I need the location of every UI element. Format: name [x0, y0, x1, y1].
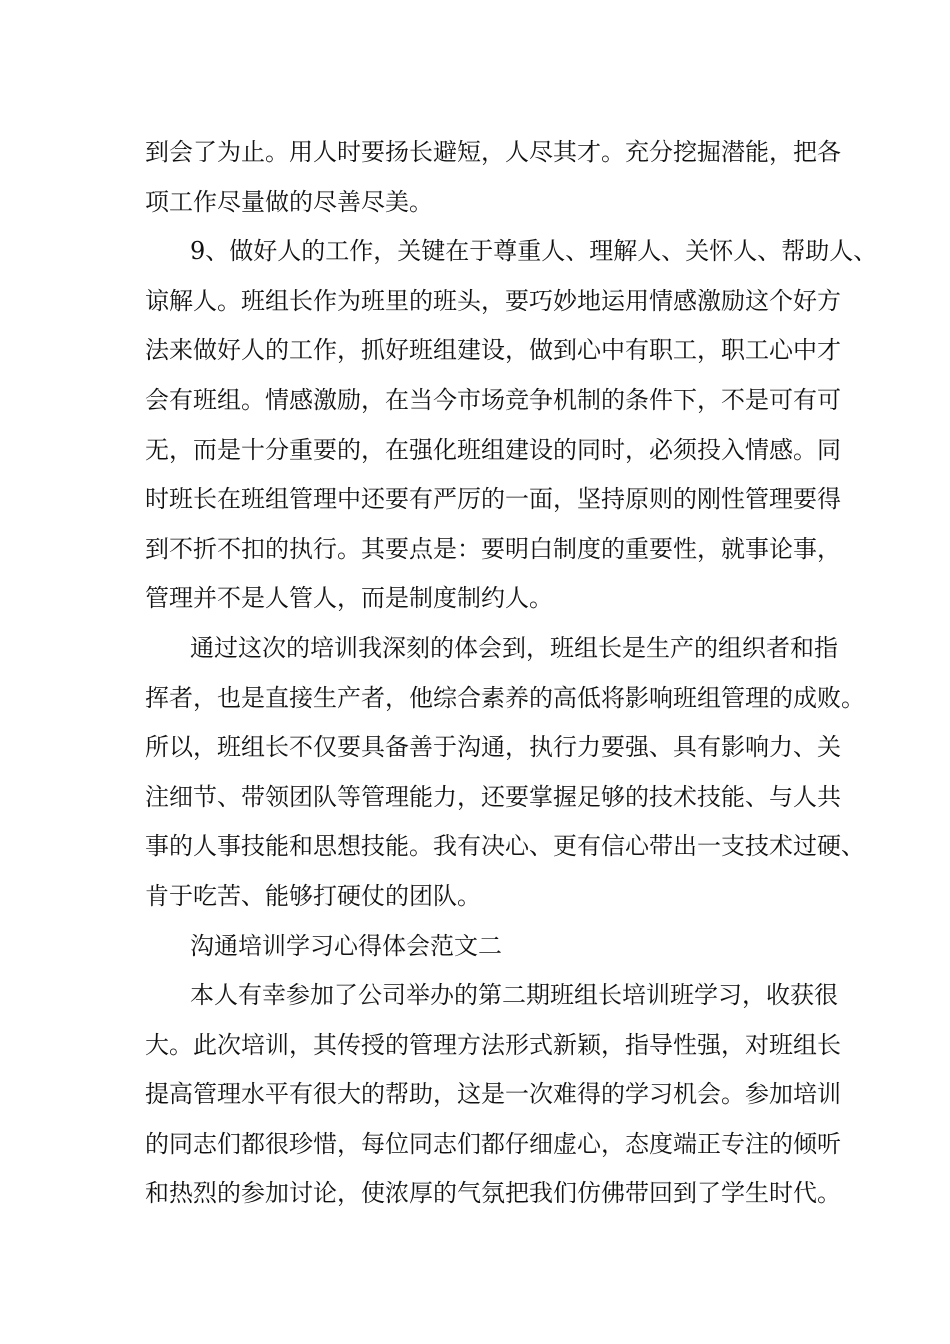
text-line: 项工作尽量做的尽善尽美。 [145, 187, 433, 216]
text-line: 大。此次培训，其传授的管理方法形式新颖，指导性强，对班组长 [145, 1030, 841, 1059]
text-line: 法来做好人的工作，抓好班组建设，做到心中有职工，职工心中才 [145, 336, 841, 365]
text-line: 肯于吃苦、能够打硬仗的团队。 [145, 881, 481, 910]
text-line: 注细节、带领团队等管理能力，还要掌握足够的技术技能、与人共 [145, 782, 841, 811]
section-heading: 沟通培训学习心得体会范文二 [190, 931, 502, 960]
text-line: 事的人事技能和思想技能。我有决心、更有信心带出一支技术过硬、 [145, 832, 865, 861]
text-line: 和热烈的参加讨论，使浓厚的气氛把我们仿佛带回到了学生时代。 [145, 1179, 841, 1208]
paragraph-first-line: 本人有幸参加了公司举办的第二期班组长培训班学习，收获很 [190, 981, 838, 1010]
text-line: 谅解人。班组长作为班里的班头，要巧妙地运用情感激励这个好方 [145, 286, 841, 315]
text-line: 会有班组。情感激励，在当今市场竞争机制的条件下，不是可有可 [145, 385, 841, 414]
paragraph-first-line: 通过这次的培训我深刻的体会到，班组长是生产的组织者和指 [190, 633, 838, 662]
text-line: 到会了为止。用人时要扬长避短，人尽其才。充分挖掘潜能，把各 [145, 138, 841, 166]
text-line: 提高管理水平有很大的帮助，这是一次难得的学习机会。参加培训 [145, 1080, 841, 1109]
text-line: 无，而是十分重要的，在强化班组建设的同时，必须投入情感。同 [145, 435, 841, 464]
text-line: 时班长在班组管理中还要有严厉的一面，坚持原则的刚性管理要得 [145, 485, 841, 514]
paragraph-first-line: 9、做好人的工作，关键在于尊重人、理解人、关怀人、帮助人、 [190, 237, 878, 266]
text-line: 的同志们都很珍惜，每位同志们都仔细虚心，态度端正专注的倾听 [145, 1129, 841, 1158]
text-line: 到不折不扣的执行。其要点是：要明白制度的重要性，就事论事， [145, 534, 841, 563]
document-body [145, 128, 878, 1219]
text-line: 挥者，也是直接生产者，他综合素养的高低将影响班组管理的成败。 [145, 683, 865, 712]
text-line: 管理并不是人管人，而是制度制约人。 [145, 584, 553, 613]
text-line: 所以，班组长不仅要具备善于沟通，执行力要强、具有影响力、关 [145, 733, 841, 762]
